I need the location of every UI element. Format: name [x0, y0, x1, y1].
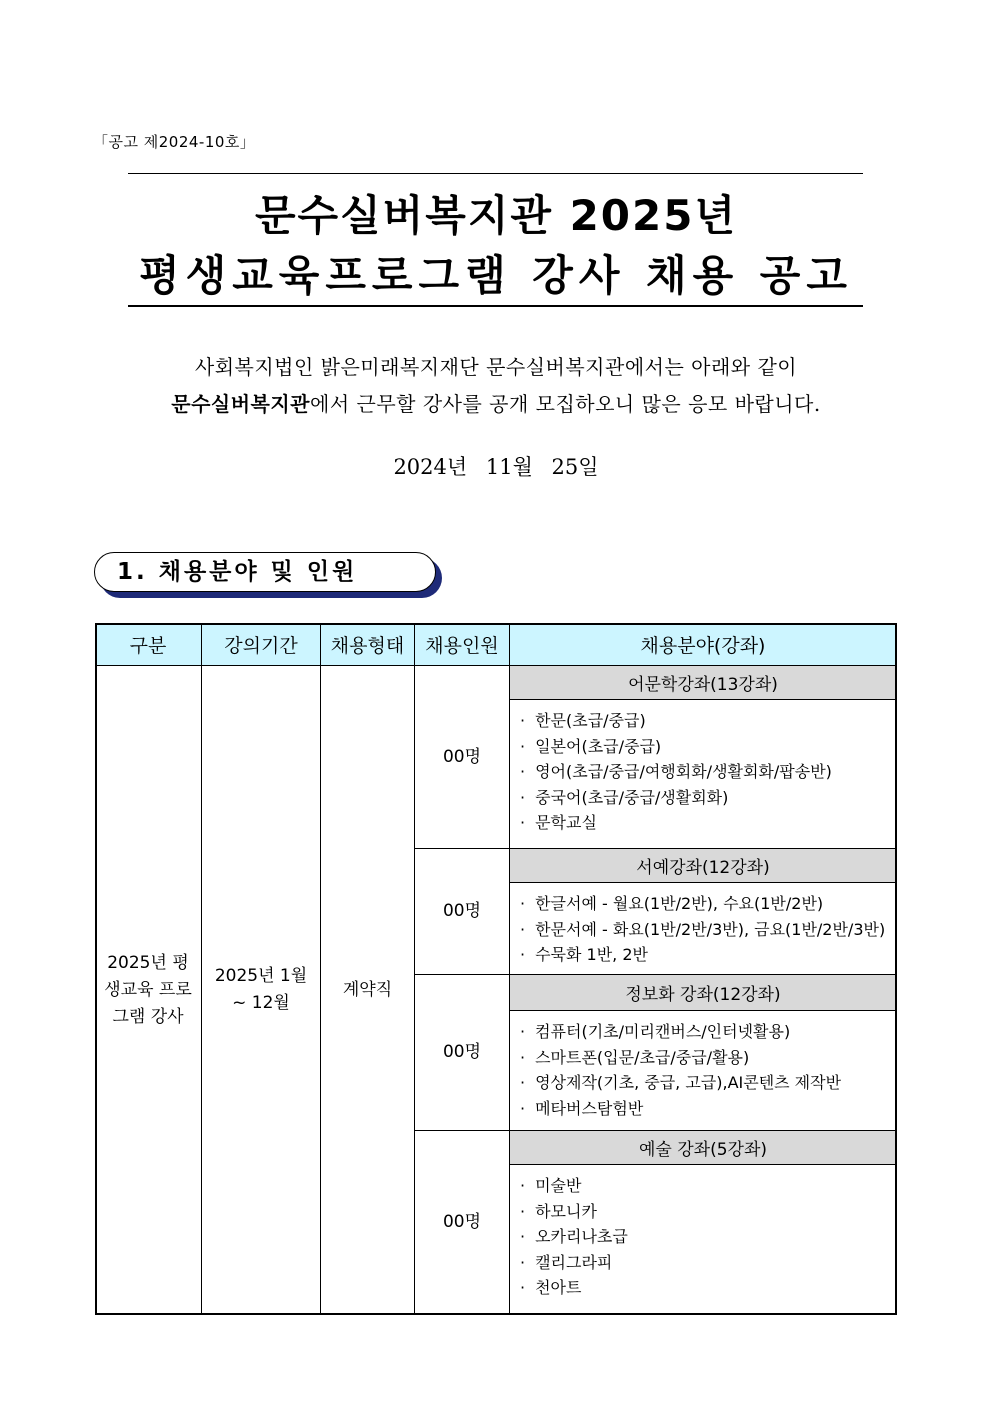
headcount-text: 00명 [442, 901, 482, 921]
course-item: · 하모니카 [520, 1199, 896, 1225]
headcount-cell [415, 666, 510, 849]
course-item: · 한문(초급/중급) [520, 708, 896, 734]
header-period: 강의기간 [202, 623, 321, 666]
intro-organization: 문수실버복지관 [171, 392, 310, 416]
headcount-cell [415, 1131, 510, 1315]
course-item: · 미술반 [520, 1173, 896, 1199]
course-item: · 캘리그라피 [520, 1250, 896, 1276]
course-item: · 중국어(초급/중급/생활회화) [520, 785, 896, 811]
headcount-text: 00명 [442, 1042, 482, 1062]
section-heading-label: 1. 채용분야 및 인원 [94, 552, 436, 592]
title-bottom-rule [128, 305, 863, 307]
course-item: · 스마트폰(입문/초급/중급/활용) [520, 1045, 896, 1071]
category-text: 2025년 평생교육 프로그램 강사 [104, 952, 192, 1027]
course-item: · 메타버스탐험반 [520, 1096, 896, 1122]
course-list [510, 1165, 896, 1301]
course-list-cell [510, 883, 897, 975]
announcement-date: 2024년 11월 25일 [393, 455, 599, 479]
employment-type-cell [321, 666, 415, 1315]
headcount-cell [415, 975, 510, 1131]
course-item: · 한문서예 - 화요(1반/2반/3반), 금요(1반/2반/3반) [520, 917, 896, 943]
headcount-cell [415, 849, 510, 975]
course-group-title: 어문학강좌(13강좌) [510, 666, 897, 700]
intro-line1: 사회복지법인 밝은미래복지재단 문수실버복지관에서는 아래와 같이 [194, 355, 798, 379]
header-headcount: 채용인원 [415, 623, 510, 666]
period-text: 2025년 1월 ~ 12월 [214, 966, 308, 1013]
page-title-line1: 문수실버복지관 2025년 [254, 191, 738, 240]
course-item: · 오카리나초급 [520, 1224, 896, 1250]
headcount-text: 00명 [442, 746, 482, 767]
header-field: 채용분야(강좌) [510, 623, 897, 666]
course-group-title: 예술 강좌(5강좌) [510, 1131, 897, 1165]
period-cell [202, 666, 321, 1315]
page-title-line2: 평생교육프로그램 강사 채용 공고 [139, 251, 853, 300]
course-item: · 컴퓨터(기초/미리캔버스/인터넷활용) [520, 1019, 896, 1045]
section-heading [94, 552, 444, 600]
course-item: · 문학교실 [520, 810, 896, 836]
notice-number: 「공고 제2024-10호」 [93, 133, 256, 151]
course-list-cell [510, 1165, 897, 1315]
course-list-cell [510, 1011, 897, 1131]
course-group-title: 정보화 강좌(12강좌) [510, 975, 897, 1011]
course-list [510, 883, 896, 968]
course-item: · 천아트 [520, 1275, 896, 1301]
course-item: · 수묵화 1반, 2반 [520, 942, 896, 968]
course-item: · 한글서예 - 월요(1반/2반), 수요(1반/2반) [520, 891, 896, 917]
course-item: · 영어(초급/중급/여행회화/생활회화/팝송반) [520, 759, 896, 785]
header-category: 구분 [95, 623, 202, 666]
course-list [510, 700, 896, 836]
course-list-cell [510, 700, 897, 849]
intro-line2-rest: 에서 근무할 강사를 공개 모집하오니 많은 응모 바랍니다. [310, 392, 821, 416]
headcount-text: 00명 [442, 1212, 482, 1232]
employment-type-text: 계약직 [342, 979, 393, 1000]
intro-line2 [0, 388, 992, 417]
course-group-title: 서예강좌(12강좌) [510, 849, 897, 883]
category-cell [95, 666, 202, 1315]
header-employment-type: 채용형태 [321, 623, 415, 666]
title-top-rule [128, 173, 863, 174]
recruitment-table [95, 623, 897, 1315]
course-item: · 일본어(초급/중급) [520, 734, 896, 760]
course-list [510, 1011, 896, 1121]
course-item: · 영상제작(기초, 중급, 고급),AI콘텐츠 제작반 [520, 1070, 896, 1096]
